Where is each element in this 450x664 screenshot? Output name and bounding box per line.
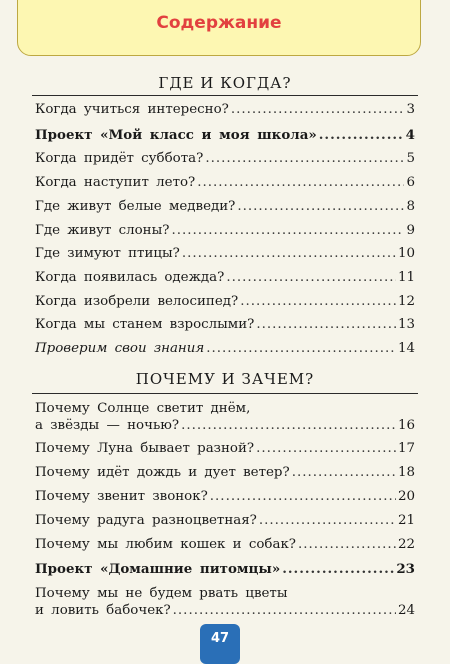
toc-entry-title: Когда учиться интересно? (35, 102, 229, 117)
toc-entry-title-line1[interactable]: Почему Солнце светит днём, (35, 401, 251, 416)
dot-leader (173, 600, 396, 622)
toc-entry[interactable] (35, 243, 415, 265)
toc-entry-title: Где живут слоны? (35, 223, 170, 238)
dot-leader (256, 438, 396, 460)
dot-leader (182, 243, 396, 265)
toc-entry-page: 4 (405, 127, 415, 143)
dot-leader (282, 558, 394, 580)
toc-entry-title: Почему идёт дождь и дует ветер? (35, 465, 290, 480)
toc-entry-title: Проверим свои знания (35, 341, 205, 356)
dot-leader (210, 486, 396, 508)
dot-leader (171, 220, 404, 242)
toc-entry[interactable] (35, 314, 415, 336)
contents-header (17, 0, 421, 56)
toc-entry-title: Когда появилась одежда? (35, 270, 225, 285)
toc-entry-page: 20 (397, 489, 415, 504)
dot-leader (319, 124, 404, 146)
toc-entry[interactable] (35, 486, 415, 508)
toc-entry-project[interactable] (35, 124, 415, 146)
toc-entry-page: 13 (397, 317, 415, 332)
toc-entry-page: 23 (396, 561, 415, 577)
toc-entry-page: 16 (397, 418, 415, 433)
toc-entry-project[interactable] (35, 558, 415, 580)
toc-entry-title-line1[interactable]: Почему мы не будем рвать цветы (35, 586, 288, 601)
dot-leader (231, 99, 405, 121)
page-number-badge: 47 (200, 624, 240, 664)
toc-entry-page: 18 (397, 465, 415, 480)
dot-leader (292, 462, 396, 484)
toc-entry-title: Когда наступит лето? (35, 175, 196, 190)
dot-leader (226, 267, 396, 289)
toc-entry-page: 3 (406, 102, 415, 117)
toc-entry[interactable] (35, 438, 415, 460)
dot-leader (237, 196, 404, 218)
section-divider (32, 95, 418, 96)
toc-entry[interactable] (35, 291, 415, 313)
toc-entry-title: Почему радуга разноцветная? (35, 513, 257, 528)
toc-entry-title: Почему мы любим кошек и собак? (35, 537, 296, 552)
section-title-why-what-for: ПОЧЕМУ И ЗАЧЕМ? (135, 370, 315, 388)
toc-entry-title: Где живут белые медведи? (35, 199, 236, 214)
toc-entry[interactable] (35, 148, 415, 170)
dot-leader (197, 172, 404, 194)
toc-entry[interactable] (35, 415, 415, 437)
toc-entry[interactable] (35, 462, 415, 484)
toc-entry-page: 14 (397, 341, 415, 356)
toc-entry-page: 22 (397, 537, 415, 552)
toc-entry-title: и ловить бабочек? (35, 603, 171, 618)
toc-entry-title: Почему Луна бывает разной? (35, 441, 255, 456)
toc-entry[interactable] (35, 172, 415, 194)
dot-leader (205, 148, 404, 170)
dot-leader (298, 534, 396, 556)
toc-entry-page: 5 (406, 151, 415, 166)
toc-entry-page: 11 (397, 270, 415, 285)
dot-leader (240, 291, 396, 313)
toc-entry-page: 24 (397, 603, 415, 618)
toc-entry-page: 9 (406, 223, 415, 238)
toc-entry-title: Когда придёт суббота? (35, 151, 204, 166)
toc-entry-title: Когда изобрели велосипед? (35, 294, 239, 309)
toc-entry-title: Проект «Мой класс и моя школа» (35, 127, 317, 143)
toc-entry[interactable] (35, 267, 415, 289)
dot-leader (256, 314, 396, 336)
toc-entry-page: 10 (397, 246, 415, 261)
contents-title: Содержание (156, 13, 282, 33)
toc-entry-page: 21 (397, 513, 415, 528)
dot-leader (181, 415, 396, 437)
toc-entry[interactable] (35, 220, 415, 242)
dot-leader (206, 338, 396, 360)
toc-entry[interactable] (35, 99, 415, 121)
toc-entry[interactable] (35, 510, 415, 532)
toc-entry-review[interactable] (35, 338, 415, 360)
toc-entry-title: Когда мы станем взрослыми? (35, 317, 255, 332)
toc-entry[interactable] (35, 196, 415, 218)
toc-entry-title: Почему звенит звонок? (35, 489, 208, 504)
toc-entry-title: Проект «Домашние питомцы» (35, 561, 281, 577)
toc-entry-page: 12 (397, 294, 415, 309)
section-title-where-when: ГДЕ И КОГДА? (158, 74, 292, 92)
toc-entry[interactable] (35, 534, 415, 556)
dot-leader (259, 510, 396, 532)
toc-entry-page: 17 (397, 441, 415, 456)
toc-entry[interactable] (35, 600, 415, 622)
toc-entry-page: 8 (406, 199, 415, 214)
toc-entry-title: а звёзды — ночью? (35, 418, 180, 433)
toc-entry-page: 6 (406, 175, 415, 190)
toc-entry-title: Где зимуют птицы? (35, 246, 180, 261)
section-divider (32, 393, 418, 394)
